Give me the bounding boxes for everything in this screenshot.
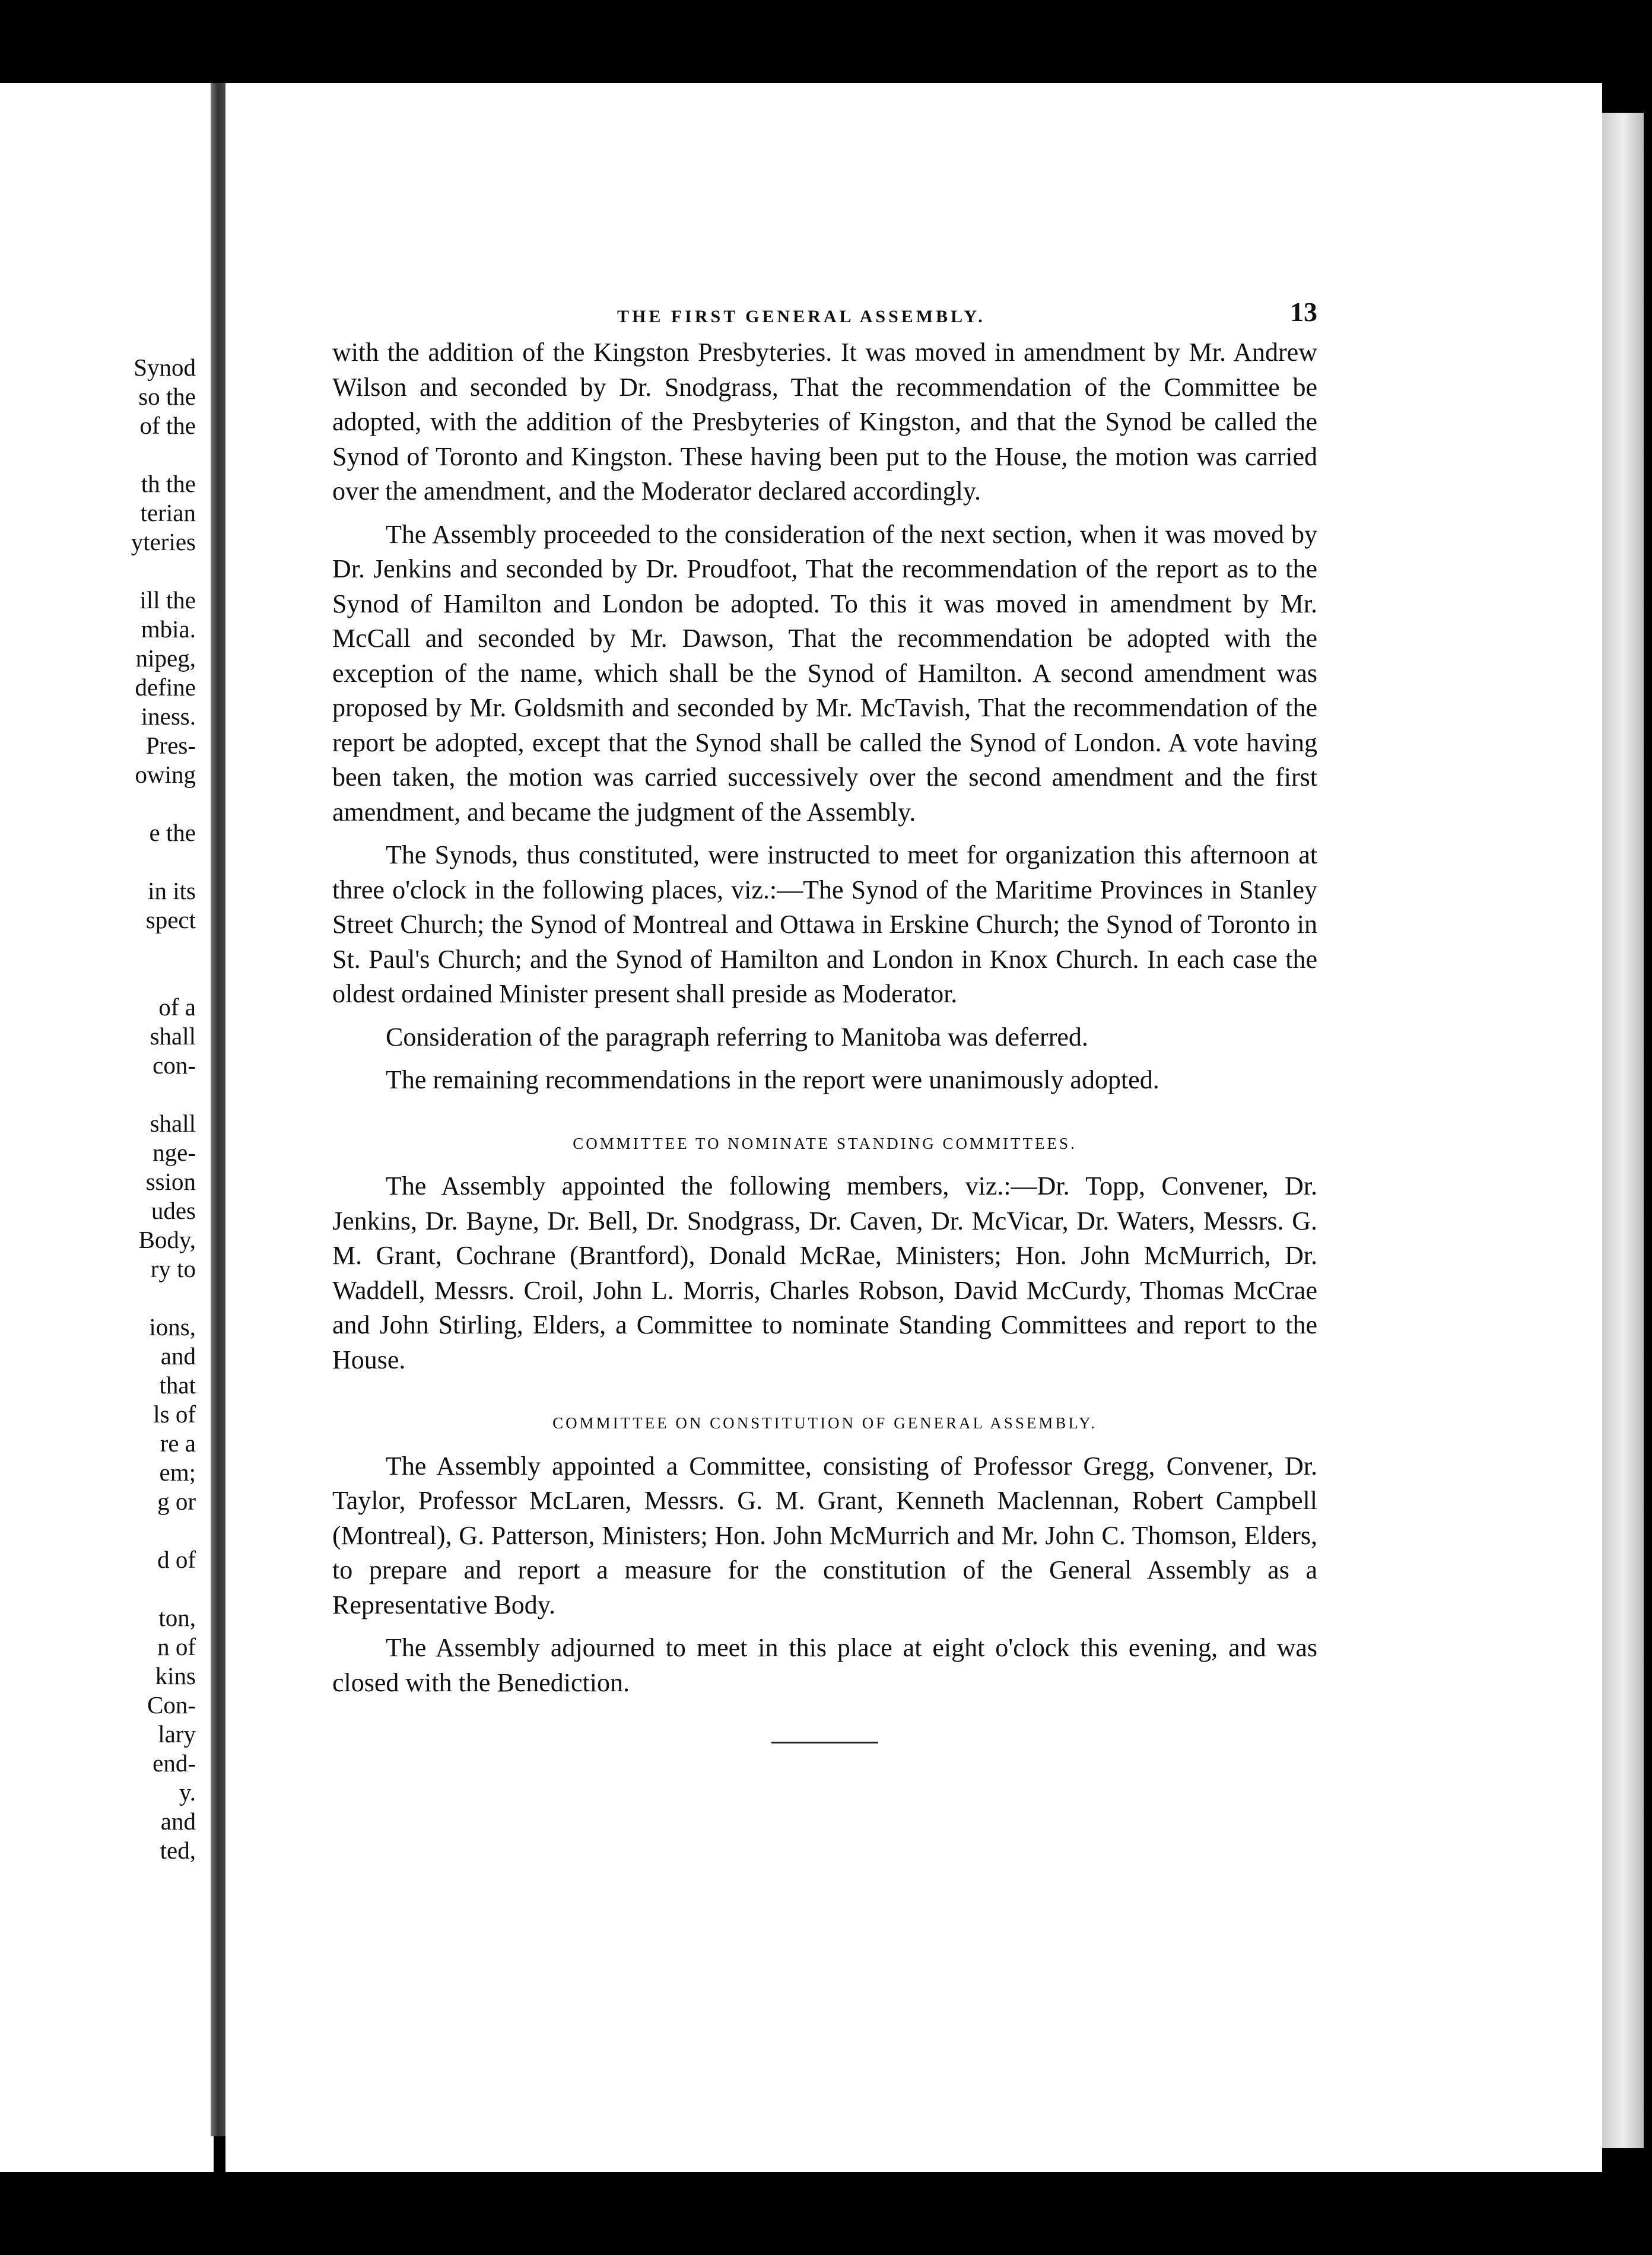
- left-fragment-line: [0, 440, 196, 469]
- left-fragment-line: ry to: [150, 1255, 196, 1282]
- left-fragment-line: em;: [159, 1459, 196, 1486]
- left-fragment-line: lary: [158, 1720, 196, 1748]
- left-fragment-line: Pres-: [145, 732, 196, 759]
- paragraph-standing-committees: The Assembly appointed the following members, viz.:—Dr. Topp, Convener, Dr. Jenkins, Dr. Bayne, Dr. Bell, Dr. Snodgrass, Dr. Caven, Dr. McVicar, Dr. Waters, Messrs. G. M. Grant, Cochrane (Brantford), Donald McRae, Ministers; Hon. John McMurrich, Dr. Waddell, Messrs. Croil, John L. Morris, Charles Robson, David McCurdy, Thomas McCrae and John Stirling, Elders, a Committee to nominate Standing Committees and report to the House.: [332, 1171, 1317, 1374]
- running-head-title: THE FIRST GENERAL ASSEMBLY.: [617, 307, 986, 326]
- left-page-fragment-text: [0, 353, 196, 1865]
- left-fragment-line: and: [160, 1342, 196, 1370]
- left-fragment-line: of a: [158, 993, 196, 1021]
- running-head: [332, 297, 1317, 335]
- left-fragment-line: that: [159, 1371, 196, 1399]
- left-fragment-line: yteries: [131, 528, 196, 555]
- left-fragment-line: kins: [155, 1662, 196, 1689]
- left-fragment-line: ions,: [149, 1313, 196, 1341]
- left-fragment-line: ill the: [139, 586, 196, 614]
- left-fragment-line: define: [135, 674, 196, 701]
- paragraph-adjournment: The Assembly adjourned to meet in this place at eight o'clock this evening, and was closed with the Benediction.: [332, 1633, 1317, 1697]
- paragraph-hamilton-london: The Assembly proceeded to the consideration of the next section, when it was moved by Dr. Jenkins and seconded by Dr. Proudfoot, That the recommendation of the report as to the Synod of Hamilton and London be adopted. To this it was moved in amendment by Mr. McCall and seconded by Mr. Dawson, That the recommendation be adopted with the exception of the name, which shall be the Synod of Hamilton. A second amendment was proposed by Mr. Goldsmith and seconded by Mr. McTavish, That the recommendation of the report be adopted, except that the Synod shall be called the Synod of London. A vote having been taken, the motion was carried successively over the second amendment and the first amendment, and became the judgment of the Assembly.: [332, 519, 1317, 827]
- left-fragment-line: shall: [150, 1110, 196, 1137]
- left-fragment-line: Con-: [147, 1691, 196, 1719]
- left-fragment-line: ton,: [158, 1604, 196, 1631]
- left-fragment-line: re a: [160, 1430, 196, 1457]
- left-fragment-line: terian: [140, 499, 196, 526]
- left-fragment-line: in its: [148, 877, 196, 904]
- left-fragment-line: nipeg,: [135, 644, 196, 672]
- paragraph-synods-constituted: The Synods, thus constituted, were instructed to meet for organization this afternoon at three o'clock in the following places, viz.:—The Synod of the Maritime Provinces in Stanley Street Church; the Synod of Montreal and Ottawa in Erskine Church; the Synod of Toronto in St. Paul's Church; and the Synod of Hamilton and London in Knox Church. In each case the oldest ordained Minister present shall preside as Moderator.: [332, 840, 1317, 1008]
- left-fragment-line: spect: [145, 906, 196, 933]
- left-fragment-line: e the: [149, 819, 196, 846]
- left-fragment-line: con-: [153, 1052, 196, 1079]
- page-text-block: [332, 297, 1317, 1743]
- section-heading-standing-committees: COMMITTEE TO NOMINATE STANDING COMMITTEES.: [573, 1134, 1077, 1152]
- paragraph-kingston-amendment: with the addition of the Kingston Presbyteries. It was moved in amendment by Mr. Andrew Wilson and seconded by Dr. Snodgrass, That the recommendation of the Committee be adopted, with the addition of the Presbyteries of Kingston, and that the Synod be called the Synod of Toronto and Kingston. These having been put to the House, the motion was carried over the amendment, and the Moderator declared accordingly.: [332, 338, 1317, 506]
- left-fragment-line: end-: [153, 1749, 196, 1777]
- left-fragment-line: n of: [157, 1633, 196, 1660]
- left-fragment-line: [0, 964, 196, 993]
- left-fragment-line: g or: [157, 1488, 196, 1515]
- left-fragment-line: [0, 1284, 196, 1313]
- paragraph-manitoba-deferred: Consideration of the paragraph referring to Manitoba was deferred.: [386, 1022, 1088, 1052]
- left-fragment-line: [0, 557, 196, 586]
- left-fragment-line: [0, 1080, 196, 1109]
- page-number: 13: [1290, 297, 1317, 327]
- left-fragment-line: ssion: [145, 1168, 196, 1195]
- left-fragment-line: owing: [135, 761, 196, 788]
- left-fragment-line: ted,: [160, 1837, 196, 1864]
- left-fragment-line: d of: [157, 1546, 196, 1573]
- left-fragment-line: [0, 847, 196, 876]
- left-fragment-line: mbia.: [141, 615, 196, 643]
- paragraph-constitution-committee: The Assembly appointed a Committee, consisting of Professor Gregg, Convener, Dr. Taylor, Professor McLaren, Messrs. G. M. Grant, Kenneth Maclennan, Robert Campbell (Montreal), G. Patterson, Ministers; Hon. John McMurrich and Mr. John C. Thomson, Elders, to prepare and report a measure for the constitution of the General Assembly as a Representative Body.: [332, 1451, 1317, 1619]
- left-fragment-line: and: [160, 1808, 196, 1835]
- left-fragment-line: [0, 789, 196, 818]
- left-fragment-line: [0, 1516, 196, 1545]
- left-fragment-line: nge-: [153, 1139, 196, 1166]
- left-fragment-line: Body,: [138, 1226, 196, 1253]
- left-fragment-line: udes: [151, 1197, 196, 1224]
- left-fragment-line: iness.: [141, 703, 196, 730]
- right-page-edge: [1602, 113, 1644, 2148]
- left-fragment-line: [0, 935, 196, 964]
- paragraph-recommendations-adopted: The remaining recommendations in the report were unanimously adopted.: [386, 1065, 1159, 1094]
- left-fragment-line: y.: [179, 1778, 196, 1806]
- section-heading-constitution: COMMITTEE ON CONSTITUTION OF GENERAL ASSEMBLY.: [552, 1414, 1097, 1432]
- left-fragment-line: ls of: [153, 1400, 196, 1428]
- left-fragment-line: of the: [139, 412, 196, 439]
- closing-rule: [771, 1742, 878, 1743]
- left-fragment-line: Synod: [134, 354, 196, 381]
- left-fragment-line: th the: [141, 470, 196, 497]
- left-fragment-line: so the: [138, 383, 196, 410]
- left-fragment-line: shall: [150, 1022, 196, 1050]
- left-fragment-line: [0, 1574, 196, 1603]
